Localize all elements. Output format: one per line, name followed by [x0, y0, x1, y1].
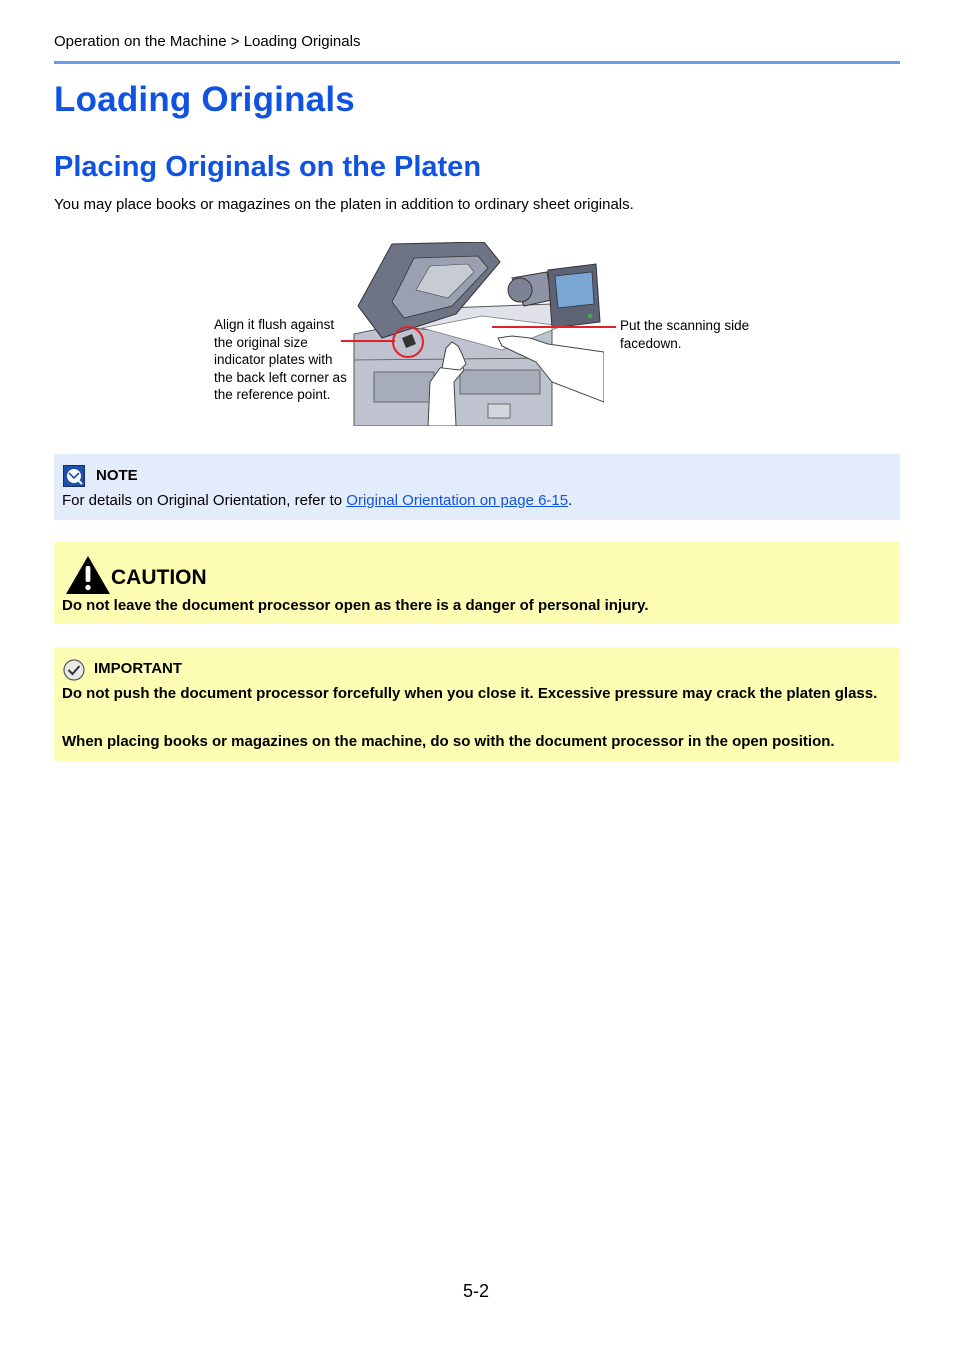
caution-box: [54, 542, 900, 624]
note-box: [54, 454, 900, 520]
important-paragraph-2: When placing books or magazines on the machine, do so with the document processor in the open position.: [62, 733, 835, 750]
note-title: NOTE: [96, 467, 138, 484]
callout-align-corner: Align it flush against the original size indicator plates with the back left corner as the reference point.: [214, 317, 347, 403]
important-paragraph-1: Do not push the document processor forcefully when you close it. Excessive pressure may crack the platen glass.: [62, 685, 878, 702]
original-orientation-link[interactable]: Original Orientation on page 6-15: [346, 492, 569, 509]
intro-paragraph: You may place books or magazines on the platen in addition to ordinary sheet originals.: [54, 196, 634, 213]
caution-title: CAUTION: [111, 566, 207, 589]
caution-text: Do not leave the document processor open as there is a danger of personal injury.: [62, 597, 649, 614]
checkmark-icon: [63, 659, 85, 681]
note-text: [62, 492, 572, 509]
page-title: Loading Originals: [54, 80, 355, 119]
note-icon: [63, 465, 85, 487]
important-box: [54, 647, 900, 761]
warning-triangle-icon: [65, 554, 111, 595]
page-number: 5-2: [463, 1281, 490, 1301]
important-title: IMPORTANT: [94, 660, 183, 677]
header-rule: [54, 61, 900, 64]
note-text-before: For details on Original Orientation, refer to: [62, 492, 347, 509]
callout-leaders: [340, 322, 620, 346]
callout-scanning-side: Put the scanning side facedown.: [620, 318, 750, 351]
note-text-after: .: [568, 492, 573, 509]
breadcrumb: Operation on the Machine > Loading Originals: [54, 33, 361, 50]
section-heading: Placing Originals on the Platen: [54, 151, 482, 183]
